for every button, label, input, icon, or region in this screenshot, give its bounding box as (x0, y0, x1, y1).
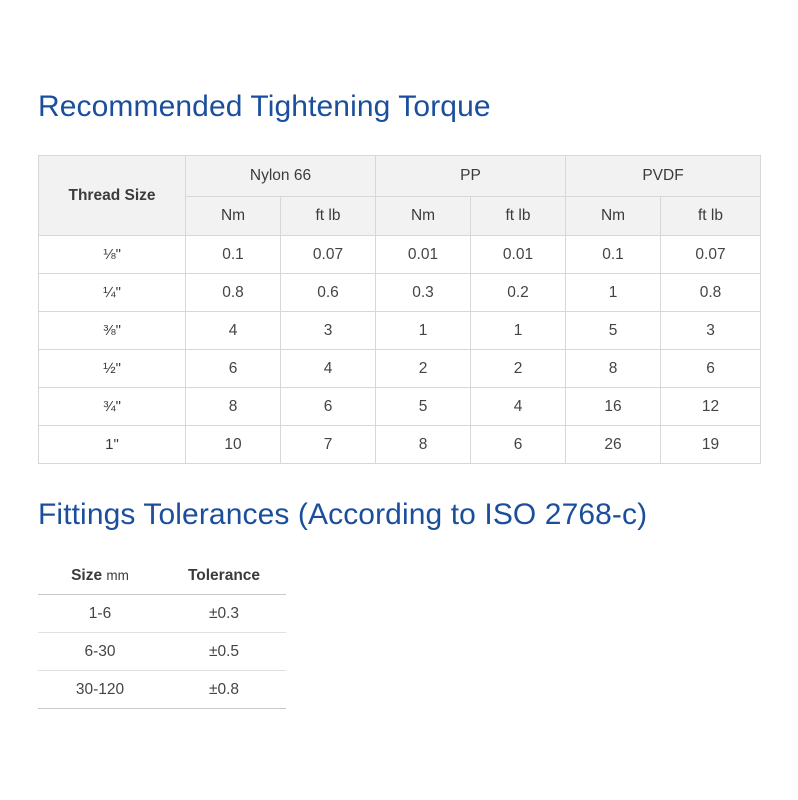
cell-thread-size (39, 274, 186, 312)
cell-value: 6 (281, 388, 376, 426)
cell-thread-size (39, 388, 186, 426)
column-header-nylon-nm: Nm (186, 197, 281, 236)
cell-thread-size (39, 312, 186, 350)
cell-value: 10 (186, 426, 281, 464)
cell-value: 0.07 (661, 236, 761, 274)
column-header-tolerance: Tolerance (162, 560, 286, 595)
cell-thread-size (39, 426, 186, 464)
table-row (39, 350, 761, 388)
cell-value: 12 (661, 388, 761, 426)
cell-value: 6 (471, 426, 566, 464)
cell-value: 0.6 (281, 274, 376, 312)
cell-value: 0.8 (661, 274, 761, 312)
cell-value: 3 (661, 312, 761, 350)
cell-thread-size (39, 236, 186, 274)
cell-value: 0.2 (471, 274, 566, 312)
cell-tolerance: ±0.8 (162, 671, 286, 709)
cell-value: 0.1 (566, 236, 661, 274)
column-header-nylon-ftlb: ft lb (281, 197, 376, 236)
cell-size: 30-120 (38, 671, 162, 709)
column-header-pp-nm: Nm (376, 197, 471, 236)
cell-value: 1 (376, 312, 471, 350)
cell-value: 0.1 (186, 236, 281, 274)
cell-tolerance: ±0.5 (162, 633, 286, 671)
cell-value: 4 (186, 312, 281, 350)
cell-value: 6 (661, 350, 761, 388)
column-header-thread-size: Thread Size (39, 156, 186, 236)
column-group-pvdf: PVDF (566, 156, 761, 197)
cell-tolerance: ±0.3 (162, 595, 286, 633)
table-row (39, 236, 761, 274)
table-row (38, 595, 286, 633)
cell-value: 8 (186, 388, 281, 426)
cell-value: 0.01 (471, 236, 566, 274)
table-row (39, 312, 761, 350)
cell-value: 26 (566, 426, 661, 464)
thread-size-value: ¼" (103, 283, 121, 301)
cell-value: 3 (281, 312, 376, 350)
cell-value: 5 (376, 388, 471, 426)
cell-value: 0.8 (186, 274, 281, 312)
fittings-tolerances-table (38, 560, 286, 709)
table-row (38, 671, 286, 709)
column-group-pp: PP (376, 156, 566, 197)
cell-value: 2 (376, 350, 471, 388)
torque-table-head (39, 156, 761, 236)
cell-value: 1 (471, 312, 566, 350)
cell-thread-size (39, 350, 186, 388)
tightening-torque-table (38, 155, 761, 464)
thread-size-value: ¾" (103, 397, 121, 415)
column-header-size (38, 560, 162, 595)
cell-value: 19 (661, 426, 761, 464)
column-header-pvdf-ftlb: ft lb (661, 197, 761, 236)
torque-header-row-groups (39, 156, 761, 197)
cell-size: 6-30 (38, 633, 162, 671)
tolerance-header-row (38, 560, 286, 595)
thread-size-value: ⅜" (103, 321, 121, 339)
cell-value: 1 (566, 274, 661, 312)
column-header-size-label: Size (71, 567, 103, 584)
thread-size-value: ½" (103, 359, 121, 377)
tolerance-table-body (38, 595, 286, 709)
column-header-pvdf-nm: Nm (566, 197, 661, 236)
cell-value: 4 (281, 350, 376, 388)
thread-size-value: ⅛" (103, 245, 121, 263)
cell-value: 0.07 (281, 236, 376, 274)
cell-value: 4 (471, 388, 566, 426)
table-row (39, 274, 761, 312)
table-row (39, 388, 761, 426)
thread-size-value: 1" (105, 435, 119, 453)
cell-value: 8 (376, 426, 471, 464)
cell-value: 8 (566, 350, 661, 388)
column-group-nylon66: Nylon 66 (186, 156, 376, 197)
cell-size: 1-6 (38, 595, 162, 633)
column-header-size-unit: mm (106, 568, 129, 583)
cell-value: 0.01 (376, 236, 471, 274)
column-header-pp-ftlb: ft lb (471, 197, 566, 236)
cell-value: 7 (281, 426, 376, 464)
tolerance-table-head (38, 560, 286, 595)
cell-value: 0.3 (376, 274, 471, 312)
table-row (38, 633, 286, 671)
cell-value: 6 (186, 350, 281, 388)
cell-value: 16 (566, 388, 661, 426)
cell-value: 2 (471, 350, 566, 388)
torque-section-title: Recommended Tightening Torque (38, 90, 491, 123)
torque-table-body (39, 236, 761, 464)
table-row (39, 426, 761, 464)
cell-value: 5 (566, 312, 661, 350)
tolerance-section-title: Fittings Tolerances (According to ISO 2768-c) (38, 498, 648, 531)
